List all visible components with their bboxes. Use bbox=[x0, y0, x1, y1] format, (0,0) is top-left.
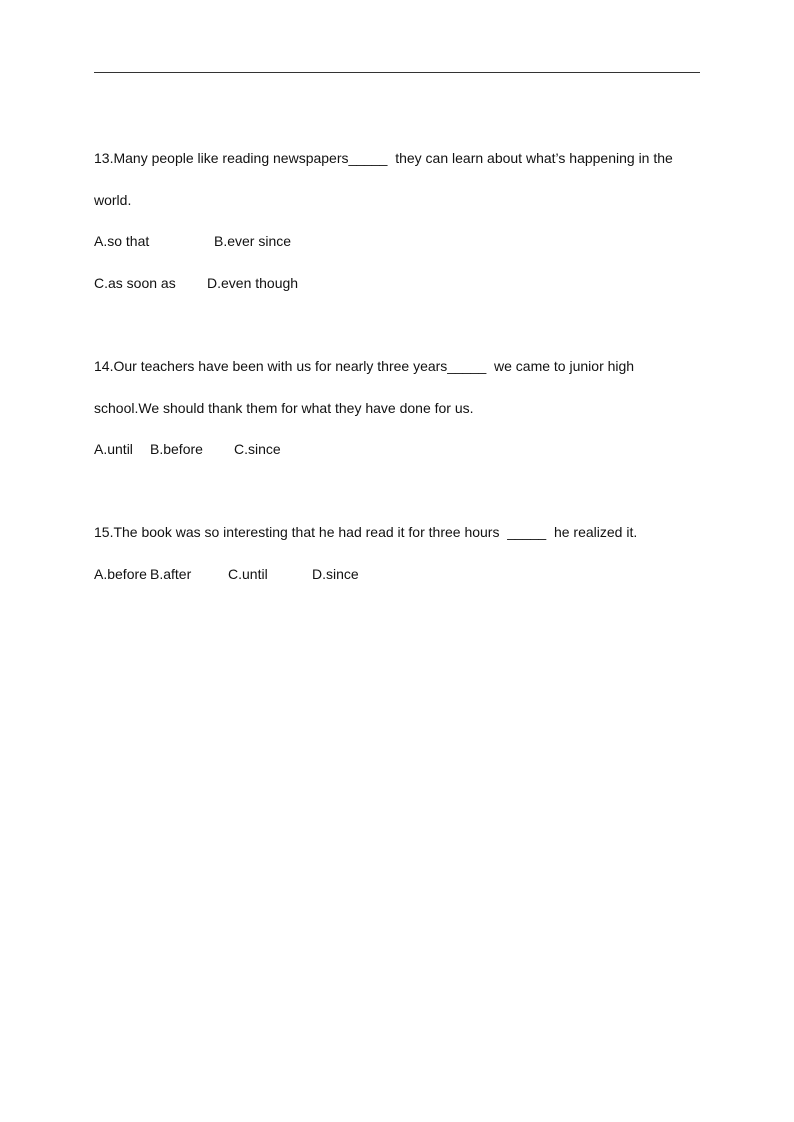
question-stem-line: world. bbox=[94, 192, 132, 208]
question-stem-line: 13.Many people like reading newspapers_____ they can learn about what’s happening in the bbox=[94, 150, 673, 166]
option-d: D.even though bbox=[207, 275, 299, 291]
option-c: C.until bbox=[228, 566, 268, 582]
option-b: B.after bbox=[150, 566, 192, 582]
option-c: C.since bbox=[234, 441, 281, 457]
question-stem-line: 14.Our teachers have been with us for nearly three years_____ we came to junior high bbox=[94, 358, 635, 374]
option-b: B.ever since bbox=[214, 233, 292, 249]
option-a: A.before bbox=[94, 566, 147, 582]
header-rule bbox=[94, 72, 700, 73]
option-d: D.since bbox=[312, 566, 359, 582]
question-stem-line: school.We should thank them for what they have done for us. bbox=[94, 400, 474, 416]
option-a: A.so that bbox=[94, 233, 150, 249]
option-a: A.until bbox=[94, 441, 133, 457]
question-stem-line: 15.The book was so interesting that he had read it for three hours _____ he realized it. bbox=[94, 524, 638, 540]
option-c: C.as soon as bbox=[94, 275, 176, 291]
option-b: B.before bbox=[150, 441, 203, 457]
